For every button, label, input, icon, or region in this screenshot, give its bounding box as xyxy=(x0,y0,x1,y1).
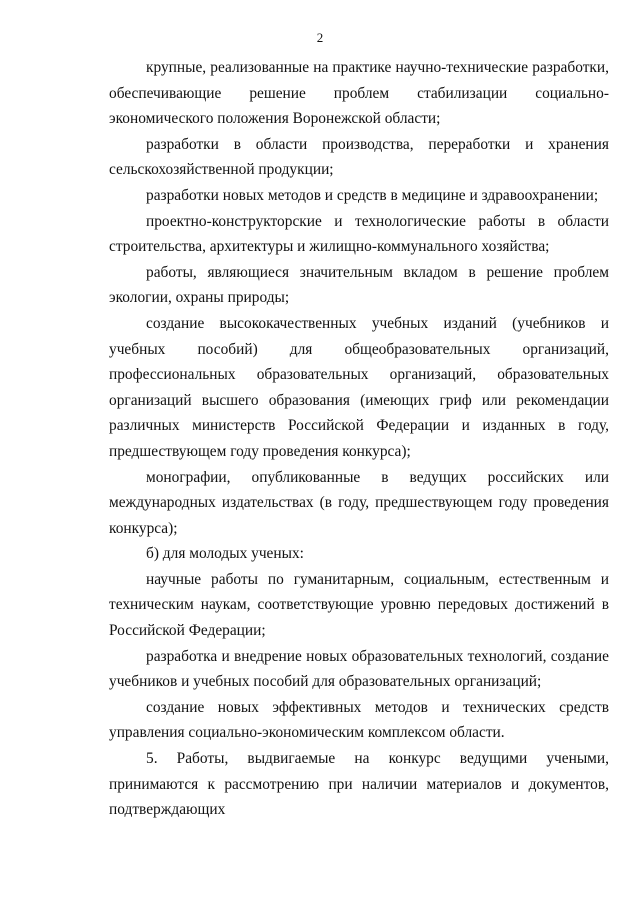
paragraph-educational-technologies: разработка и внедрение новых образовательных технологий, создание учебников и учебных пособий для образовательных организаций; xyxy=(109,647,609,691)
document-body xyxy=(109,55,609,823)
paragraph-construction-works: проектно-конструкторские и технологические работы в области строительства, архитектуры и жилищно-коммунального хозяйства; xyxy=(109,212,609,256)
paragraph-medical-developments: разработки новых методов и средств в медицине и здравоохранении; xyxy=(146,186,599,204)
paragraph-monographs: монографии, опубликованные в ведущих российских или международных издательствах (в году, предшествующем году проведения конкурса); xyxy=(109,468,609,537)
paragraph-young-scientists-heading: б) для молодых ученых: xyxy=(146,545,304,563)
paragraph-ecology-works: работы, являющиеся значительным вкладом в решение проблем экологии, охраны природы; xyxy=(109,263,609,307)
paragraph-scientific-works: научные работы по гуманитарным, социальным, естественным и техническим наукам, соответствующие уровню передовых достижений в Российской Федерации; xyxy=(109,570,609,640)
page-number: 2 xyxy=(316,30,324,45)
paragraph-management-methods: создание новых эффективных методов и технических средств управления социально-экономическим комплексом области. xyxy=(109,698,609,742)
paragraph-practical-developments: крупные, реализованные на практике научно-технические разработки, обеспечивающие решение проблем стабилизации социально-экономического положения Воронежской области; xyxy=(109,59,609,128)
paragraph-section-5: 5. Работы, выдвигаемые на конкурс ведущими учеными, принимаются к рассмотрению при наличии материалов и документов, подтверждающих xyxy=(109,750,609,819)
paragraph-educational-publications: создание высококачественных учебных изданий (учебников и учебных пособий) для общеобразовательных организаций, профессиональных образовательных организаций, образовательных организаций высшего образования (имеющих гриф или рекомендации различных министерств Российской Федерации и изданных в году, предшествующем году проведения конкурса); xyxy=(109,314,609,460)
paragraph-agricultural-developments: разработки в области производства, переработки и хранения сельскохозяйственной продукции; xyxy=(109,135,609,179)
